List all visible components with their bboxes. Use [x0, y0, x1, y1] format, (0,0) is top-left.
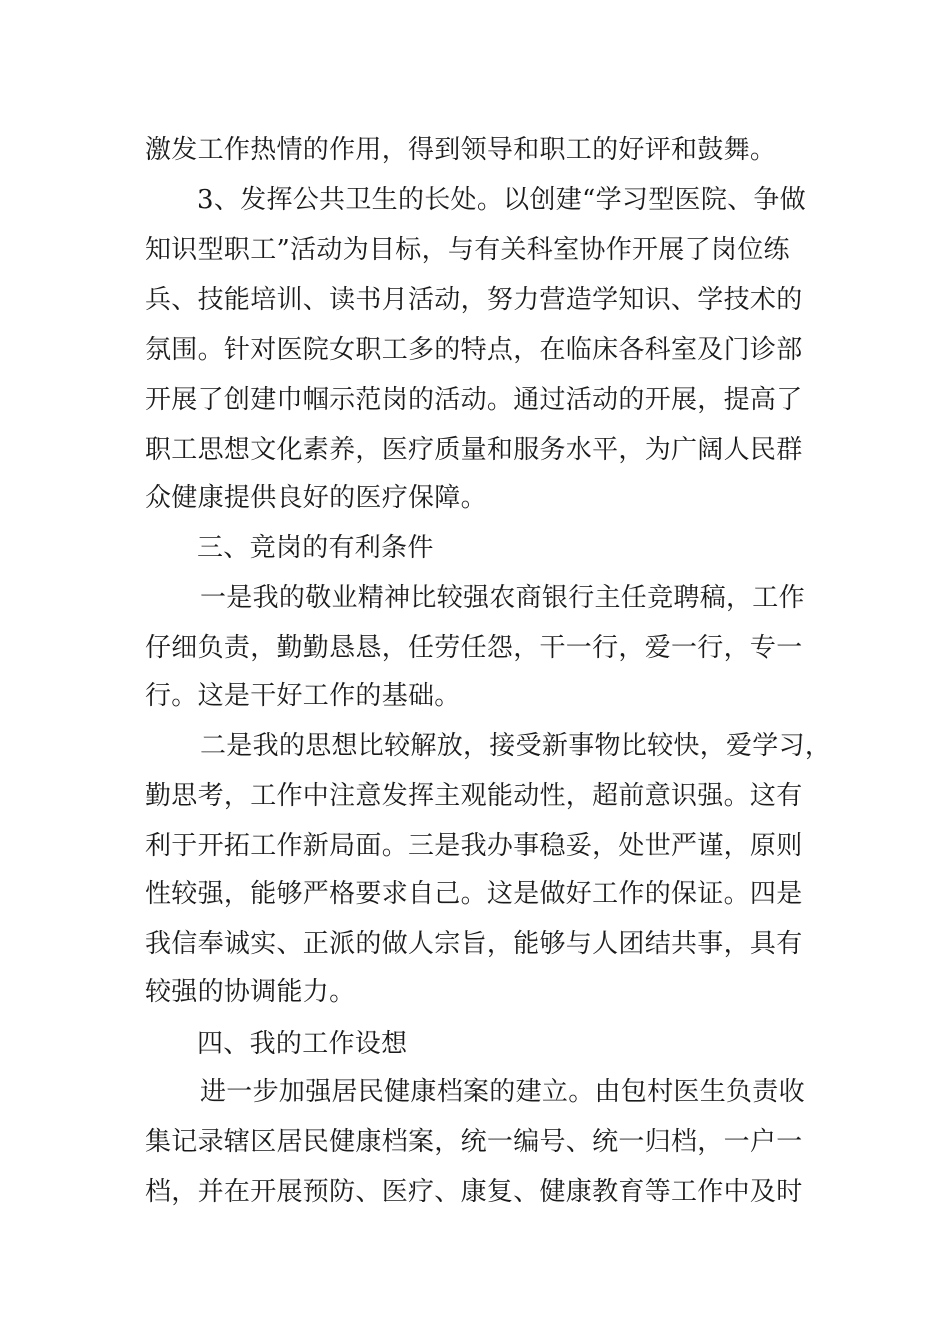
- text-line: 档，并在开展预防、医疗、康复、健康教育等工作中及时: [145, 1177, 803, 1207]
- section-heading: 四、我的工作设想: [197, 1029, 408, 1059]
- text-line: 一是我的敬业精神比较强农商银行主任竞聘稿，工作: [200, 583, 805, 613]
- text-line: 二是我的思想比较解放，接受新事物比较快，爱学习，: [200, 731, 832, 761]
- text-line: 职工思想文化素养，医疗质量和服务水平，为广阔人民群: [145, 435, 803, 465]
- text-line: 我信奉诚实、正派的做人宗旨，能够与人团结共事，具有: [145, 929, 803, 959]
- text-line: 行。这是干好工作的基础。: [145, 681, 461, 711]
- text-line: 3、发挥公共卫生的长处。以创建“学习型医院、争做: [197, 185, 807, 215]
- text-line: 仔细负责，勤勤恳恳，任劳任怨，干一行，爱一行，专一: [145, 633, 803, 663]
- text-line: 兵、技能培训、读书月活动，努力营造学知识、学技术的: [145, 285, 803, 315]
- text-line: 知识型职工”活动为目标，与有关科室协作开展了岗位练: [145, 235, 790, 265]
- text-line: 利于开拓工作新局面。三是我办事稳妥，处世严谨，原则: [145, 831, 803, 861]
- text-line: 氛围。针对医院女职工多的特点，在临床各科室及门诊部: [145, 335, 803, 365]
- text-line: 较强的协调能力。: [145, 977, 356, 1007]
- text-line: 众健康提供良好的医疗保障。: [145, 483, 487, 513]
- text-line: 勤思考，工作中注意发挥主观能动性，超前意识强。这有: [145, 781, 803, 811]
- text-line: 进一步加强居民健康档案的建立。由包村医生负责收: [200, 1077, 805, 1107]
- text-line: 性较强，能够严格要求自己。这是做好工作的保证。四是: [145, 879, 803, 909]
- section-heading: 三、竞岗的有利条件: [197, 533, 434, 563]
- text-line: 集记录辖区居民健康档案，统一编号、统一归档，一户一: [145, 1127, 803, 1157]
- text-line: 激发工作热情的作用，得到领导和职工的好评和鼓舞。: [145, 135, 777, 165]
- text-line: 开展了创建巾帼示范岗的活动。通过活动的开展，提高了: [145, 385, 803, 415]
